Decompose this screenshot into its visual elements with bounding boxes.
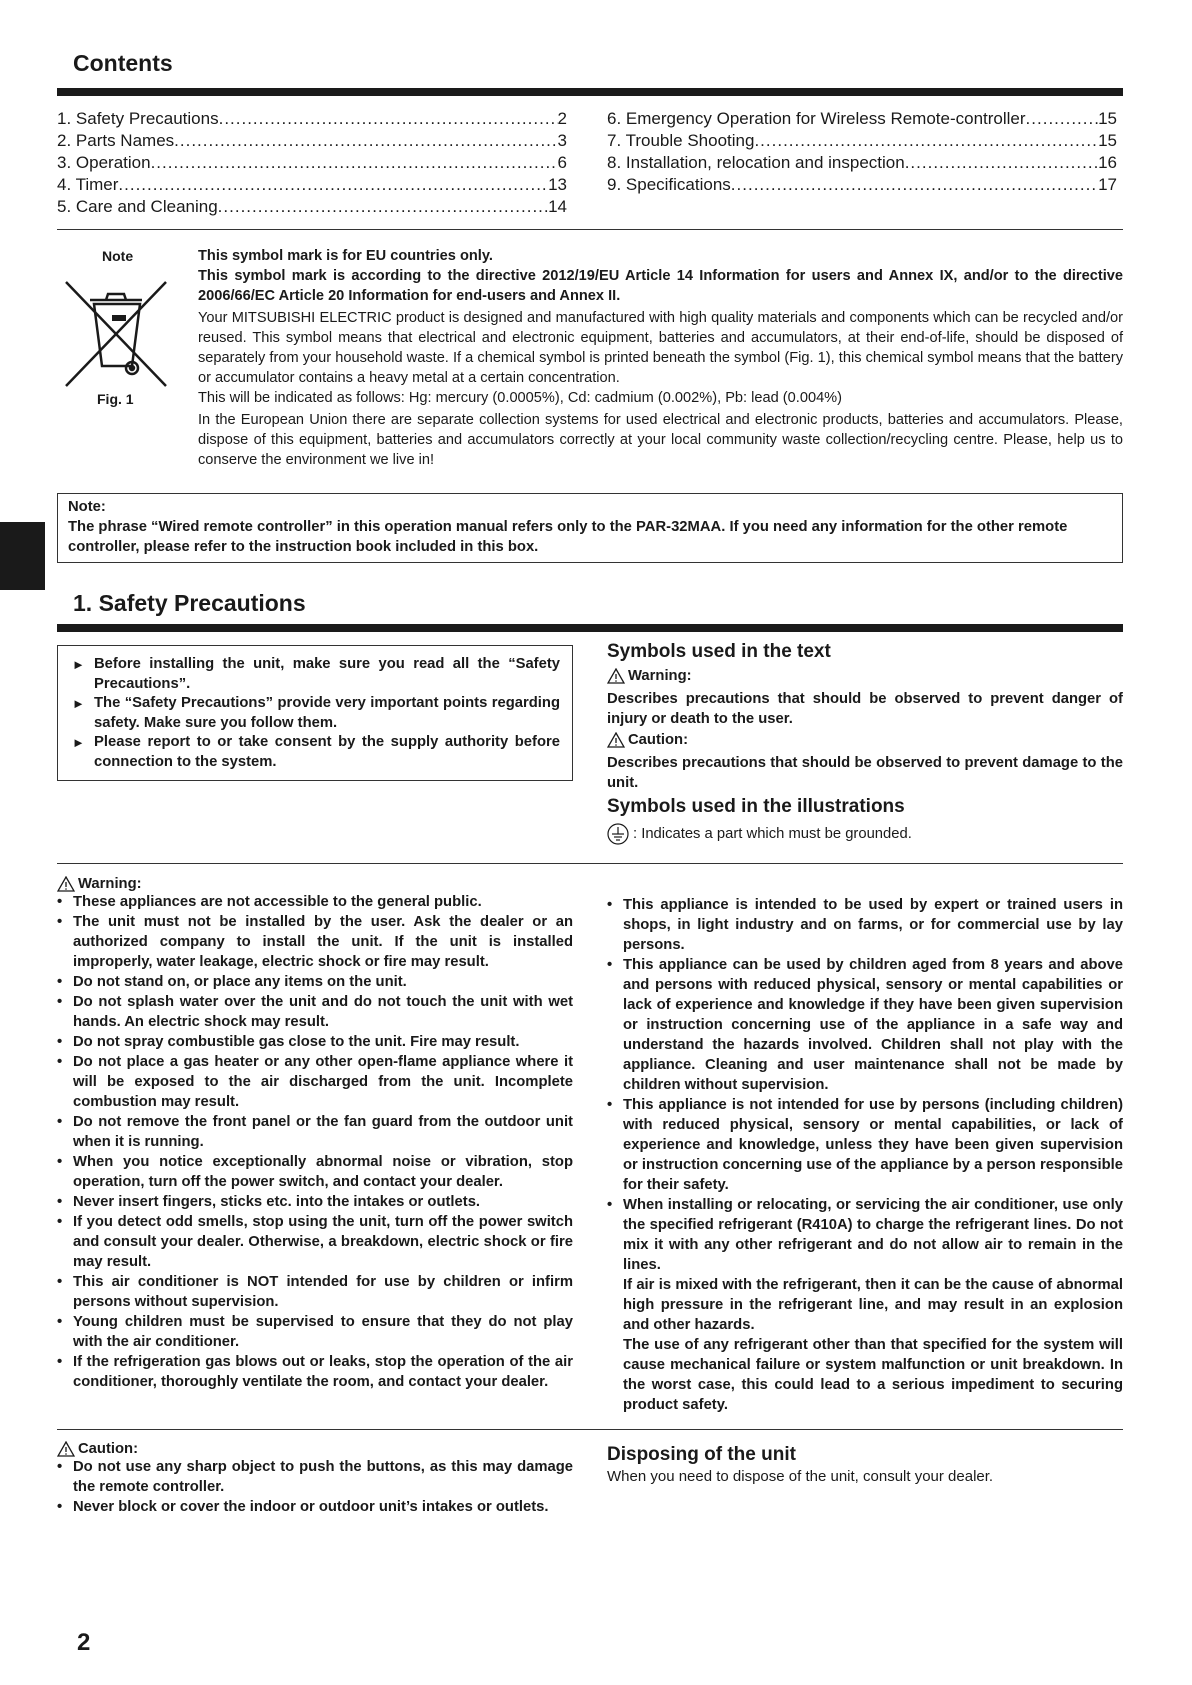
symbols-text-heading: Symbols used in the text: [607, 641, 831, 662]
caution-desc: Describes precautions that should be observed to prevent damage to the unit.: [607, 755, 1123, 791]
toc-entry[interactable]: 1. Safety Precautions ..... 2: [57, 108, 567, 130]
refrigerant-extra-1: If air is mixed with the refrigerant, then it can be the cause of abnormal high pressure in the refrigerant line, and may result in an explosion and other hazards.: [623, 1277, 1123, 1333]
section-tab: [0, 522, 45, 590]
toc-entry[interactable]: 8. Installation, relocation and inspection ..... 16: [607, 152, 1117, 174]
symbols-section: [607, 641, 1123, 845]
eu-note-para-1: Your MITSUBISHI ELECTRIC product is designed and manufactured with high quality materials and components which can be recycled and/or reused. This symbol means that electrical and electronic equipment, batteries and accumulators, at their end-of-life, should be disposed of separately from your household waste. If a chemical symbol is printed beneath the symbol (Fig. 1), this chemical symbol means that the battery or accumulator contains a heavy metal at a certain concentration.: [198, 310, 1123, 386]
warning-desc: Describes precautions that should be observed to prevent danger of injury or death to the user.: [607, 691, 1123, 727]
warning-item: • Do not place a gas heater or any other open-flame appliance where it will be exposed to the air discharged from the unit. Incomplete combustion may result.: [57, 1052, 573, 1112]
warning-item: • The unit must not be installed by the user. Ask the dealer or an authorized company to install the unit. If the unit is installed improperly, water leakage, electric shock or fire may result.: [57, 912, 573, 972]
warning-item: • This appliance can be used by children aged from 8 years and above and persons with reduced physical, sensory or mental capabilities or lack of experience and knowledge if they have been given supervision or instruction concerning use of the appliance in a safe way and understand the hazards involved. Children shall not play with the appliance. Cleaning and user maintenance shall not be made by children without supervision.: [607, 955, 1123, 1095]
safety-intro-box: [57, 645, 573, 781]
disposal-text: When you need to dispose of the unit, consult your dealer.: [607, 1468, 994, 1485]
disposal-section: [607, 1444, 1123, 1485]
caution-head: [607, 732, 1123, 748]
warnings-left: [57, 876, 573, 1392]
warning-item: • Never insert fingers, sticks etc. into the intakes or outlets.: [57, 1192, 573, 1212]
warning-item: • Do not remove the front panel or the fan guard from the outdoor unit when it is running.: [57, 1112, 573, 1152]
warning-triangle-icon: [57, 876, 75, 892]
divider: [57, 863, 1123, 864]
ground-row: [607, 823, 1123, 845]
toc-entry[interactable]: 5. Care and Cleaning ..... 14: [57, 196, 567, 218]
warning-label: Warning:: [628, 668, 692, 684]
warning-item: • This appliance is intended to be used by expert or trained users in shops, in light industry and on farms, or for commercial use by lay persons.: [607, 895, 1123, 955]
caution-item: • Do not use any sharp object to push the buttons, as this may damage the remote controller.: [57, 1457, 573, 1497]
cautions-label: Caution:: [78, 1441, 138, 1457]
toc-entry[interactable]: 3. Operation ..... 6: [57, 152, 567, 174]
toc-entry[interactable]: 2. Parts Names ..... 3: [57, 130, 567, 152]
warnings-head: [57, 876, 573, 892]
toc-entry[interactable]: 7. Trouble Shooting ..... 15: [607, 130, 1117, 152]
warning-item: • If the refrigeration gas blows out or leaks, stop the operation of the air conditioner, thoroughly ventilate the room, and contact your dealer.: [57, 1352, 573, 1392]
caution-item: • Never block or cover the indoor or outdoor unit’s intakes or outlets.: [57, 1497, 573, 1517]
refrigerant-extra-2: The use of any refrigerant other than that specified for the system will cause mechanical failure or system malfunction or unit breakdown. In the worst case, this could lead to a serious impediment to securing product safety.: [623, 1337, 1123, 1413]
toc-entry[interactable]: 4. Timer ..... 13: [57, 174, 567, 196]
intro-item: ► Please report to or take consent by the supply authority before connection to the system.: [72, 733, 560, 772]
toc-right: [607, 108, 1117, 196]
warning-item: • Do not spray combustible gas close to the unit. Fire may result.: [57, 1032, 573, 1052]
warning-item: • This air conditioner is NOT intended for use by children or infirm persons without supervision.: [57, 1272, 573, 1312]
warning-triangle-icon: [607, 668, 625, 684]
warning-item: • Do not splash water over the unit and do not touch the unit with wet hands. An electric shock may result.: [57, 992, 573, 1032]
warning-item: • These appliances are not accessible to the general public.: [57, 892, 573, 912]
warnings-label: Warning:: [78, 876, 142, 892]
safety-title: 1. Safety Precautions: [73, 590, 306, 616]
crossed-out-bin-icon: [62, 278, 170, 390]
note-box: [57, 493, 1123, 563]
eu-note-body: [198, 246, 1123, 470]
contents-rule: [57, 88, 1123, 96]
ground-symbol-icon: [607, 823, 629, 845]
warning-item: • This appliance is not intended for use by persons (including children) with reduced physical, sensory or mental capabilities, or lack of experience and knowledge, unless they have been given supervision or instruction concerning use of the appliance by a person responsible for their safety.: [607, 1095, 1123, 1195]
fig-label: Fig. 1: [97, 391, 134, 407]
note-box-text: The phrase “Wired remote controller” in this operation manual refers only to the PAR-32MAA. If you need any information for the other remote controller, please refer to the instruction book included in this box.: [68, 519, 1068, 555]
eu-note-bold-2: This symbol mark is according to the directive 2012/19/EU Article 14 Information for users and Annex IX, and/or to the directive 2006/66/EC Article 20 Information for end-users and Annex II.: [198, 268, 1123, 304]
page-number: 2: [77, 1629, 91, 1656]
note-box-label: Note:: [68, 499, 106, 515]
toc-left: [57, 108, 567, 218]
eu-note-para-3: In the European Union there are separate collection systems for used electrical and electronic products, batteries and accumulators. Please, dispose of this equipment, batteries and accumulators correctly at your local community waste collection/recycling centre. Please, help us to conserve the environment we live in!: [198, 412, 1123, 468]
toc-entry[interactable]: 6. Emergency Operation for Wireless Remote-controller ..... 15: [607, 108, 1117, 130]
toc-entry[interactable]: 9. Specifications ..... 17: [607, 174, 1117, 196]
safety-rule: [57, 624, 1123, 632]
warnings-right: [607, 895, 1123, 1415]
warning-triangle-icon: [57, 1441, 75, 1457]
eu-note-para-2: This will be indicated as follows: Hg: mercury (0.0005%), Cd: cadmium (0.002%), Pb: lead (0.004%): [198, 390, 843, 406]
warning-item: • Do not stand on, or place any items on the unit.: [57, 972, 573, 992]
cautions-head: [57, 1441, 573, 1457]
warning-item: • When you notice exceptionally abnormal noise or vibration, stop operation, turn off the power switch, and contact your dealer.: [57, 1152, 573, 1192]
intro-item: ► Before installing the unit, make sure you read all the “Safety Precautions”.: [72, 655, 560, 694]
divider: [57, 229, 1123, 230]
intro-item: ► The “Safety Precautions” provide very important points regarding safety. Make sure you follow them.: [72, 694, 560, 733]
contents-title: Contents: [73, 50, 173, 76]
ground-desc: : Indicates a part which must be grounded.: [633, 826, 912, 842]
warning-triangle-icon: [607, 732, 625, 748]
warning-item: • Young children must be supervised to ensure that they do not play with the air conditioner.: [57, 1312, 573, 1352]
cautions-section: [57, 1441, 573, 1517]
warning-head: [607, 668, 1123, 684]
symbols-ill-heading: Symbols used in the illustrations: [607, 796, 905, 817]
divider: [57, 1429, 1123, 1430]
eu-note-label: Note: [102, 248, 134, 264]
disposal-heading: Disposing of the unit: [607, 1444, 796, 1465]
warning-item: • When installing or relocating, or servicing the air conditioner, use only the specified refrigerant (R410A) to charge the refrigerant lines. Do not mix it with any other refrigerant and do not allow air to remain in the lines.: [607, 1195, 1123, 1275]
caution-label: Caution:: [628, 732, 688, 748]
eu-note-bold-1: This symbol mark is for EU countries only.: [198, 248, 493, 264]
warning-item: • If you detect odd smells, stop using the unit, turn off the power switch and consult your dealer. Otherwise, a breakdown, electric shock or fire may result.: [57, 1212, 573, 1272]
